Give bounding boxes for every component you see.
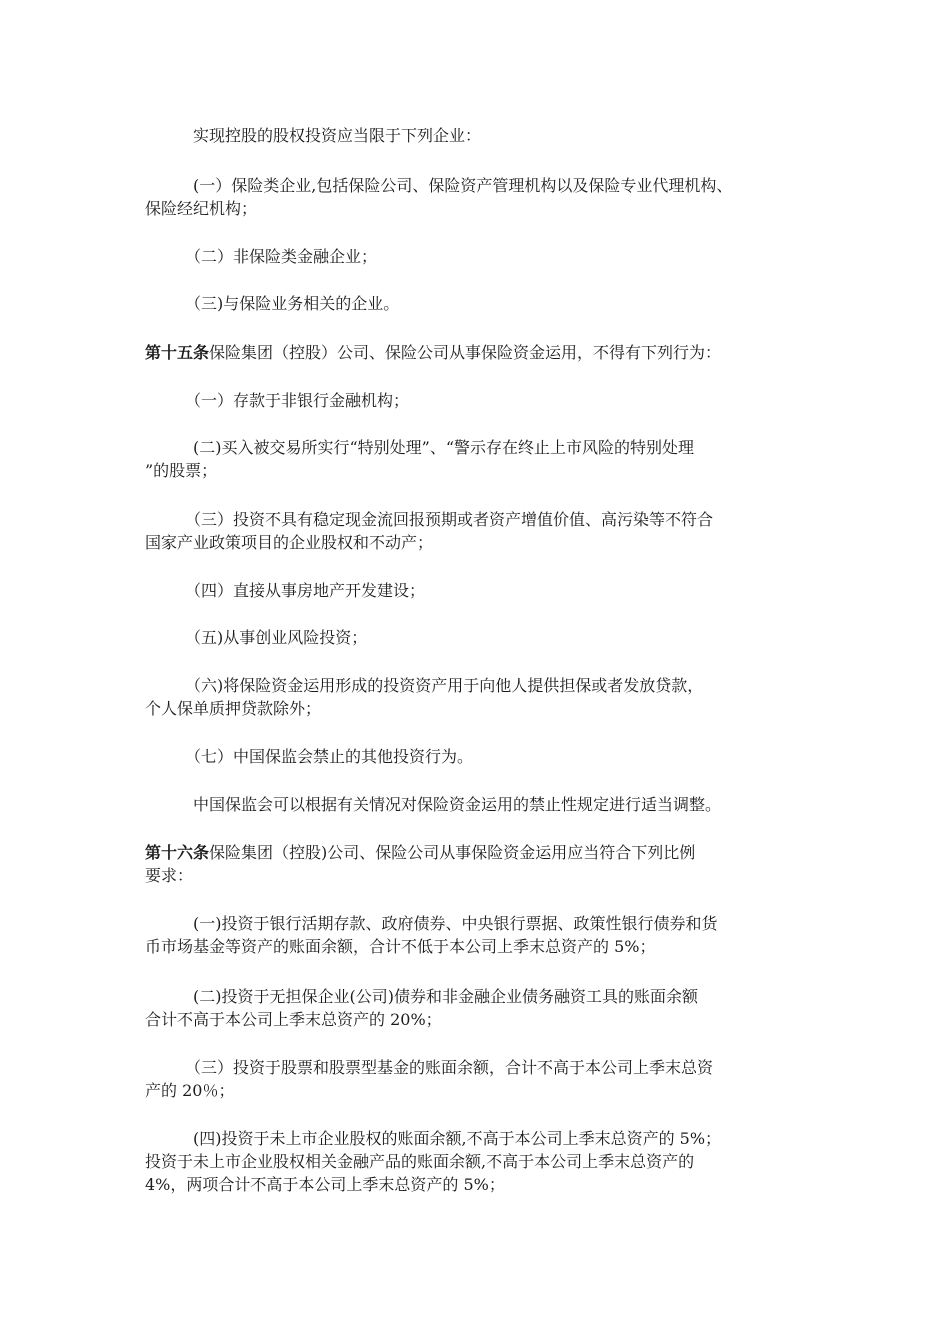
text-line: (一）保险类企业,包括保险公司、保险资产管理机构以及保险专业代理机构、 bbox=[145, 176, 733, 195]
text-line: (一)投资于银行活期存款、政府债券、中央银行票据、政策性银行债券和货 bbox=[145, 914, 718, 933]
article-paragraph bbox=[145, 841, 825, 887]
text-line: 实现控股的股权投资应当限于下列企业： bbox=[145, 126, 482, 145]
paragraph bbox=[145, 508, 825, 554]
text-line: (四)投资于未上市企业股权的账面余额,不高于本公司上季末总资产的 5%； bbox=[145, 1129, 722, 1148]
text-line: (二)买入被交易所实行“特别处理”、“警示存在终止上市风险的特别处理 bbox=[145, 438, 695, 457]
text-line: （二）非保险类金融企业； bbox=[145, 247, 378, 266]
text-line: 中国保监会可以根据有关情况对保险资金运用的禁止性规定进行适当调整。 bbox=[145, 795, 722, 814]
paragraph bbox=[145, 174, 825, 220]
article-number: 第十五条 bbox=[145, 343, 210, 362]
paragraph bbox=[145, 245, 825, 268]
text-line: 投资于未上市企业股权相关金融产品的账面余额,不高于本公司上季末总资产的 bbox=[145, 1152, 695, 1171]
text-line: 保险经纪机构； bbox=[145, 199, 258, 218]
paragraph bbox=[145, 579, 825, 602]
paragraph bbox=[145, 436, 825, 482]
text-line: 4%，两项合计不高于本公司上季末总资产的 5%； bbox=[145, 1175, 505, 1194]
text-line: （三）投资于股票和股票型基金的账面余额，合计不高于本公司上季末总资 bbox=[145, 1058, 714, 1077]
text-line: （三）投资不具有稳定现金流回报预期或者资产增值价值、高污染等不符合 bbox=[145, 510, 714, 529]
text-line: （一）存款于非银行金融机构； bbox=[145, 391, 410, 410]
text-line: (二)投资于无担保企业(公司)债券和非金融企业债务融资工具的账面余额 bbox=[145, 987, 698, 1006]
text-line: （三)与保险业务相关的企业。 bbox=[145, 294, 400, 313]
paragraph bbox=[145, 1127, 825, 1196]
paragraph bbox=[145, 674, 825, 720]
article-paragraph bbox=[145, 341, 825, 364]
paragraph bbox=[145, 1056, 825, 1102]
text-line: ”的股票； bbox=[145, 461, 218, 480]
text-line: 个人保单质押贷款除外； bbox=[145, 699, 322, 718]
article-text: 保险集团（控股）公司、保险公司从事保险资金运用，不得有下列行为： bbox=[209, 343, 722, 362]
paragraph bbox=[145, 124, 825, 147]
article-text: 保险集团（控股)公司、保险公司从事保险资金运用应当符合下列比例 bbox=[209, 843, 696, 862]
paragraph bbox=[145, 745, 825, 768]
paragraph bbox=[145, 985, 825, 1031]
text-line: 币市场基金等资产的账面余额，合计不低于本公司上季末总资产的 5%； bbox=[145, 937, 656, 956]
paragraph bbox=[145, 389, 825, 412]
text-line: 国家产业政策项目的企业股权和不动产； bbox=[145, 533, 434, 552]
paragraph bbox=[145, 793, 825, 816]
text-line: 产的 20％； bbox=[145, 1081, 235, 1100]
paragraph bbox=[145, 292, 825, 315]
text-line: 合计不高于本公司上季末总资产的 20%； bbox=[145, 1010, 442, 1029]
text-line bbox=[145, 341, 825, 364]
paragraph bbox=[145, 912, 825, 958]
text-line: （四）直接从事房地产开发建设； bbox=[145, 581, 426, 600]
text-line: （五)从事创业风险投资； bbox=[145, 628, 368, 647]
paragraph bbox=[145, 626, 825, 649]
text-line: （七）中国保监会禁止的其他投资行为。 bbox=[145, 747, 474, 766]
text-line: 要求： bbox=[145, 866, 194, 885]
article-number: 第十六条 bbox=[145, 843, 210, 862]
text-line bbox=[145, 841, 825, 864]
text-line: （六)将保险资金运用形成的投资资产用于向他人提供担保或者发放贷款， bbox=[145, 676, 704, 695]
